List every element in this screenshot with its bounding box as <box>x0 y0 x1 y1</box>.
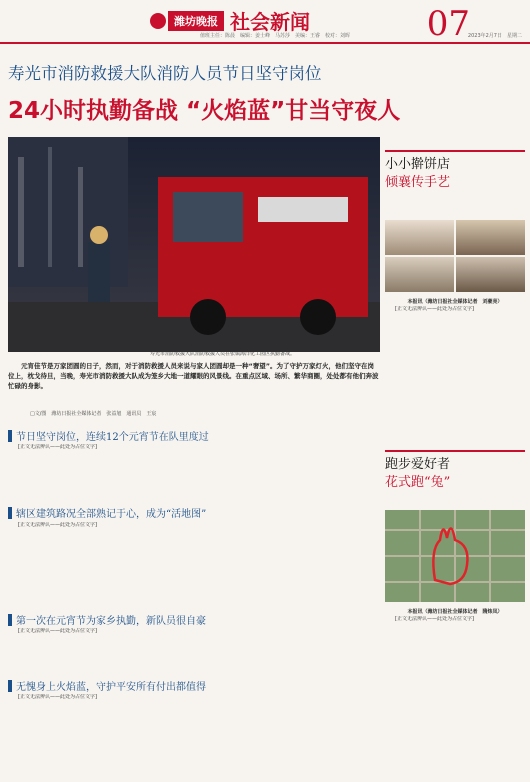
issue-date: 2023年2月7日 星期二 <box>467 33 522 39</box>
article-lede: 元宵佳节是万家团圆的日子，然而，对于消防救援人员来说与家人团圆却是一种“奢望”。为了守护万家灯火，他们坚守在岗位上，枕戈待旦，当晚，寿光市消防救援大队成为笼乡大地一道耀眼的风景线。在重点区域、场所、繁华商圈，处处都有他们奔波忙碌的身影。 <box>8 362 379 390</box>
side-story-1-body <box>385 306 525 438</box>
section-bar-icon <box>8 680 12 692</box>
section-heading-1 <box>8 428 209 443</box>
logo-mark-icon <box>150 13 166 29</box>
side-story-2-byline: 本报讯（潍坊日报社全媒体记者 隋炜凤） <box>407 609 503 615</box>
newspaper-logo <box>150 6 310 35</box>
section-name: 社会新闻 <box>230 10 310 34</box>
running-route-rabbit-icon <box>385 510 525 602</box>
side-story-1-text: [正文无法辨认——此处为占位文字] <box>395 306 474 312</box>
section-text-2: [正文无法辨认——此处为占位文字] <box>18 522 97 528</box>
editor-credits: 值班主任：陈晨 编辑：姜士峰 马苏莎 美编：王睿 校对：刘晖 <box>200 33 351 39</box>
side-story-1-byline: 本报讯（潍坊日报社全媒体记者 刘豪亮） <box>407 299 503 305</box>
section-heading-2 <box>8 505 206 520</box>
logo-text: 潍坊晚报 <box>168 11 224 31</box>
page-number: 07 <box>426 4 470 44</box>
section-heading-3 <box>8 612 206 627</box>
section-text-1: [正文无法辨认——此处为占位文字] <box>18 444 97 450</box>
section-title-3: 第一次在元宵节为家乡执勤，新队员很自豪 <box>16 616 206 627</box>
side-story-2-body <box>385 616 525 778</box>
side-story-1-headline <box>385 156 450 192</box>
side-story-rule <box>385 450 525 452</box>
section-body-4 <box>8 694 380 778</box>
rabbit-route-map-photo <box>385 510 525 602</box>
section-text-4: [正文无法辨认——此处为占位文字] <box>18 694 97 700</box>
side-story-2-headline <box>385 456 450 492</box>
section-heading-4 <box>8 678 206 693</box>
pancake-shop-photo <box>456 220 525 255</box>
fire-truck-night-photo <box>8 137 380 352</box>
pancake-shop-photo <box>385 257 454 292</box>
article-headline: 24小时执勤备战 “火焰蓝”甘当守夜人 <box>8 98 401 124</box>
pancake-shop-photo <box>385 220 454 255</box>
section-text-3: [正文无法辨认——此处为占位文字] <box>18 628 97 634</box>
main-photo <box>8 137 380 352</box>
side-story-2-text: [正文无法辨认——此处为占位文字] <box>395 616 474 622</box>
pancake-shop-photo <box>456 257 525 292</box>
section-title-1: 节日坚守岗位，连续12个元宵节在队里度过 <box>16 432 209 443</box>
side-story-1-headline-line1: 小小擀饼店 <box>385 157 451 172</box>
masthead <box>0 0 530 44</box>
section-bar-icon <box>8 507 12 519</box>
section-title-4: 无愧身上火焰蓝，守护平安所有付出都值得 <box>16 682 206 693</box>
side-story-rule <box>385 150 525 152</box>
side-story-2-headline-line2: 花式跑“兔” <box>385 475 451 491</box>
article-byline: □文/图 潍坊日报社全媒体记者 张益旭 通讯员 王宸 <box>30 411 157 417</box>
article-kicker: 寿光市消防救援大队消防人员节日坚守岗位 <box>8 64 322 83</box>
section-bar-icon <box>8 614 12 626</box>
section-bar-icon <box>8 430 12 442</box>
side-story-1-photos <box>385 220 525 292</box>
section-body-2 <box>8 522 188 618</box>
side-story-2-headline-line1: 跑步爱好者 <box>385 457 451 472</box>
section-title-2: 辖区建筑路况全部熟记于心，成为“活地图” <box>16 509 207 520</box>
photo-caption: 寿光市消防救援大队消防救援人员在张镇海洋化工园区执勤备战。 <box>150 351 296 357</box>
side-story-1-headline-line2: 倾襄传手艺 <box>385 175 451 191</box>
